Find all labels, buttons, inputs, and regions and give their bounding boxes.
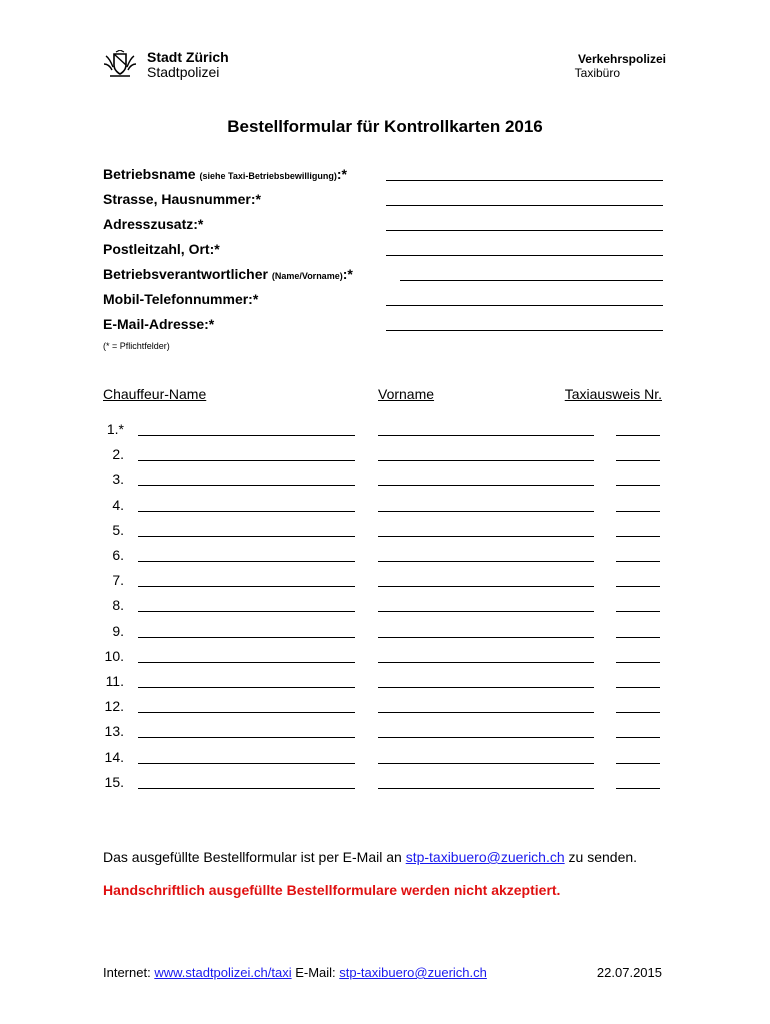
vorname-field[interactable]	[378, 511, 594, 512]
chauffeur-name-field[interactable]	[138, 712, 355, 713]
mobil-label: Mobil-Telefonnummer:*	[103, 291, 259, 307]
verantwortlicher-label	[103, 266, 353, 282]
adresszusatz-label: Adresszusatz:*	[103, 216, 204, 232]
row-number: 3.	[112, 471, 124, 487]
submit-email-link[interactable]: stp-taxibuero@zuerich.ch	[405, 849, 565, 865]
column-header-chauffeur-name: Chauffeur-Name	[103, 386, 207, 402]
chauffeur-name-field[interactable]	[138, 485, 355, 486]
chauffeur-name-field[interactable]	[138, 586, 355, 587]
row-number: 8.	[112, 597, 124, 613]
vorname-field[interactable]	[378, 662, 594, 663]
taxiausweis-field[interactable]	[616, 712, 660, 713]
verantwortlicher-label-text: Betriebsverantwortlicher	[103, 266, 268, 282]
org-name: Stadt Zürich	[147, 49, 229, 65]
footer-email-label: E-Mail:	[291, 965, 340, 980]
row-number: 2.	[112, 446, 124, 462]
email-label: E-Mail-Adresse:*	[103, 316, 215, 332]
submit-text-after: zu senden.	[564, 849, 638, 865]
vorname-field[interactable]	[378, 712, 594, 713]
row-number: 4.	[112, 497, 124, 513]
betriebsname-label	[103, 166, 347, 182]
vorname-field[interactable]	[378, 763, 594, 764]
page-title: Bestellformular für Kontrollkarten 2016	[227, 117, 543, 136]
chauffeur-name-field[interactable]	[138, 763, 355, 764]
footer-email-link[interactable]: stp-taxibuero@zuerich.ch	[339, 965, 487, 980]
vorname-field[interactable]	[378, 687, 594, 688]
chauffeur-name-field[interactable]	[138, 435, 355, 436]
strasse-label: Strasse, Hausnummer:*	[103, 191, 261, 207]
vorname-field[interactable]	[378, 586, 594, 587]
postleitzahl-label: Postleitzahl, Ort:*	[103, 241, 220, 257]
chauffeur-name-field[interactable]	[138, 561, 355, 562]
row-number: 13.	[104, 723, 124, 739]
chauffeur-name-field[interactable]	[138, 687, 355, 688]
zurich-coat-of-arms-icon	[102, 50, 138, 80]
verantwortlicher-note: (Name/Vorname)	[271, 271, 343, 281]
department-subtitle: Taxibüro	[574, 66, 620, 80]
row-number: 6.	[112, 547, 124, 563]
footer-date: 22.07.2015	[596, 965, 662, 980]
department-name: Verkehrspolizei	[577, 52, 666, 66]
postleitzahl-field[interactable]	[386, 255, 663, 256]
chauffeur-name-field[interactable]	[138, 662, 355, 663]
chauffeur-name-field[interactable]	[138, 460, 355, 461]
betriebsname-field[interactable]	[386, 180, 663, 181]
chauffeur-name-field[interactable]	[138, 637, 355, 638]
taxiausweis-field[interactable]	[616, 687, 660, 688]
vorname-field[interactable]	[378, 788, 594, 789]
taxiausweis-field[interactable]	[616, 611, 660, 612]
mobil-field[interactable]	[386, 305, 663, 306]
verantwortlicher-field[interactable]	[400, 280, 663, 281]
submit-instructions	[103, 849, 663, 865]
row-number: 1.*	[106, 421, 124, 437]
adresszusatz-field[interactable]	[386, 230, 663, 231]
taxiausweis-field[interactable]	[616, 662, 660, 663]
taxiausweis-field[interactable]	[616, 435, 660, 436]
vorname-field[interactable]	[378, 460, 594, 461]
vorname-field[interactable]	[378, 561, 594, 562]
taxiausweis-field[interactable]	[616, 737, 660, 738]
taxiausweis-field[interactable]	[616, 561, 660, 562]
footer-contact	[103, 965, 487, 980]
column-header-vorname: Vorname	[378, 386, 435, 402]
chauffeur-name-field[interactable]	[138, 788, 355, 789]
vorname-field[interactable]	[378, 536, 594, 537]
vorname-field[interactable]	[378, 637, 594, 638]
chauffeur-name-field[interactable]	[138, 536, 355, 537]
row-number: 12.	[104, 698, 124, 714]
handwritten-warning: Handschriftlich ausgefüllte Bestellformulare werden nicht akzeptiert.	[103, 882, 561, 898]
verantwortlicher-required-mark: :*	[342, 266, 353, 282]
taxiausweis-field[interactable]	[616, 586, 660, 587]
row-number: 5.	[112, 522, 124, 538]
taxiausweis-field[interactable]	[616, 485, 660, 486]
org-subtitle: Stadtpolizei	[147, 64, 220, 80]
betriebsname-note: (siehe Taxi-Betriebsbewilligung)	[199, 171, 337, 181]
row-number: 7.	[112, 572, 124, 588]
email-field[interactable]	[386, 330, 663, 331]
column-header-taxiausweis: Taxiausweis Nr.	[564, 386, 662, 402]
row-number: 10.	[104, 648, 124, 664]
chauffeur-name-field[interactable]	[138, 611, 355, 612]
vorname-field[interactable]	[378, 435, 594, 436]
taxiausweis-field[interactable]	[616, 511, 660, 512]
taxiausweis-field[interactable]	[616, 536, 660, 537]
vorname-field[interactable]	[378, 737, 594, 738]
taxiausweis-field[interactable]	[616, 637, 660, 638]
betriebsname-label-text: Betriebsname	[103, 166, 196, 182]
row-number: 11.	[105, 673, 124, 689]
taxiausweis-field[interactable]	[616, 763, 660, 764]
required-fields-note: (* = Pflichtfelder)	[103, 341, 170, 351]
vorname-field[interactable]	[378, 485, 594, 486]
taxiausweis-field[interactable]	[616, 788, 660, 789]
chauffeur-name-field[interactable]	[138, 511, 355, 512]
vorname-field[interactable]	[378, 611, 594, 612]
betriebsname-required-mark: :*	[336, 166, 347, 182]
row-number: 15.	[104, 774, 124, 790]
submit-text-before: Das ausgefüllte Bestellformular ist per E-Mail an	[103, 849, 406, 865]
footer-internet-label: Internet:	[103, 965, 155, 980]
chauffeur-name-field[interactable]	[138, 737, 355, 738]
row-number: 9.	[112, 623, 124, 639]
footer-internet-link[interactable]: www.stadtpolizei.ch/taxi	[154, 965, 292, 980]
strasse-field[interactable]	[386, 205, 663, 206]
taxiausweis-field[interactable]	[616, 460, 660, 461]
row-number: 14.	[104, 749, 124, 765]
